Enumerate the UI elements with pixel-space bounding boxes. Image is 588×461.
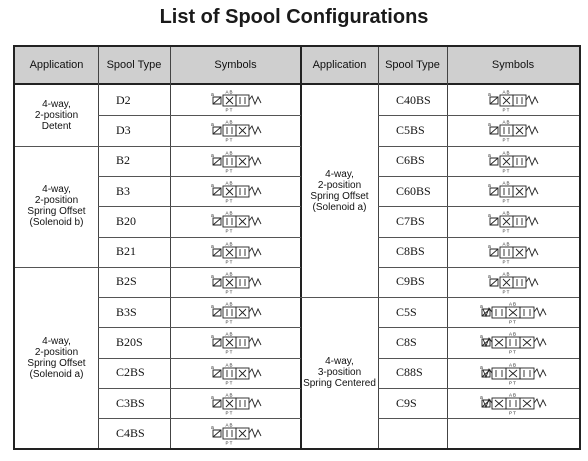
svg-text:a: a xyxy=(480,334,483,341)
svg-text:A B: A B xyxy=(225,150,233,156)
spool-type-cell: B3 xyxy=(116,183,131,198)
svg-text:A B: A B xyxy=(509,392,517,398)
svg-text:P T: P T xyxy=(509,319,516,325)
svg-text:P T: P T xyxy=(225,228,232,234)
spool-type-cell: C40BS xyxy=(396,92,431,107)
spool-type-cell: B3S xyxy=(116,304,137,319)
right-application-cell: 4-way, 3-position Spring Centered xyxy=(303,356,376,390)
svg-text:P T: P T xyxy=(509,410,516,416)
spool-symbol-icon xyxy=(193,208,279,234)
spool-type-cell: C88S xyxy=(396,365,423,380)
spool-type-cell: C9S xyxy=(396,395,417,410)
left-application-cell: 4-way, 2-position Detent xyxy=(34,98,79,132)
svg-text:A B: A B xyxy=(225,392,233,398)
svg-text:P T: P T xyxy=(225,168,232,174)
spool-symbol-icon xyxy=(193,269,279,295)
svg-text:A B: A B xyxy=(225,180,233,186)
spool-symbol-icon xyxy=(193,178,279,204)
svg-text:A B: A B xyxy=(502,271,510,277)
spool-symbol-icon xyxy=(193,148,279,174)
header-spool-type-right: Spool Type xyxy=(378,47,447,85)
right-application-cell: 4-way, 2-position Spring Offset (Solenoid a) xyxy=(310,169,369,214)
svg-text:a: a xyxy=(210,243,214,250)
spool-type-cell: C4BS xyxy=(116,425,145,440)
spool-type-cell: C8BS xyxy=(396,244,425,259)
spool-symbol-icon xyxy=(470,269,556,295)
svg-text:a: a xyxy=(210,182,214,189)
spool-symbol-icon xyxy=(193,360,279,386)
svg-text:A B: A B xyxy=(502,180,510,186)
svg-text:A B: A B xyxy=(225,119,233,125)
svg-text:a: a xyxy=(210,92,214,98)
svg-text:P T: P T xyxy=(225,410,232,416)
svg-text:A B: A B xyxy=(509,331,517,337)
svg-text:P T: P T xyxy=(225,349,232,355)
spool-type-cell: C2BS xyxy=(116,365,145,380)
row-divider xyxy=(378,418,579,419)
header-application-left: Application xyxy=(15,47,98,85)
svg-text:P T: P T xyxy=(502,198,510,204)
spool-symbol-icon xyxy=(193,390,279,416)
svg-text:A B: A B xyxy=(225,331,233,337)
svg-text:A B: A B xyxy=(509,301,517,307)
spool-type-cell: B2S xyxy=(116,274,137,289)
svg-text:P T: P T xyxy=(225,198,232,204)
spool-symbol-icon xyxy=(193,329,279,355)
spool-type-cell: C5S xyxy=(396,304,417,319)
svg-text:A B: A B xyxy=(225,301,233,307)
svg-text:A B: A B xyxy=(502,89,510,95)
svg-text:A B: A B xyxy=(225,362,233,368)
spool-symbol-icon xyxy=(470,329,556,355)
svg-text:a: a xyxy=(210,334,214,341)
svg-text:A B: A B xyxy=(225,422,233,428)
spool-symbol-icon xyxy=(470,239,556,265)
spool-type-cell: C6BS xyxy=(396,153,425,168)
svg-text:P T: P T xyxy=(225,289,232,295)
svg-text:a: a xyxy=(210,122,214,129)
svg-text:A B: A B xyxy=(509,362,517,368)
spool-type-cell: C7BS xyxy=(396,213,425,228)
svg-text:A B: A B xyxy=(225,271,233,277)
header-application-right: Application xyxy=(301,47,378,85)
svg-text:A B: A B xyxy=(502,241,510,246)
svg-text:A B: A B xyxy=(502,210,510,216)
spool-type-cell: C3BS xyxy=(116,395,145,410)
svg-text:a: a xyxy=(488,152,491,159)
svg-text:P T: P T xyxy=(225,137,232,143)
left-application-cell: 4-way, 2-position Spring Offset (Solenoid a) xyxy=(27,335,86,380)
spool-type-cell: C60BS xyxy=(396,183,431,198)
svg-text:P T: P T xyxy=(225,380,232,386)
group-divider xyxy=(301,297,579,298)
svg-text:a: a xyxy=(480,395,483,401)
spool-symbol-icon xyxy=(193,420,279,446)
spool-symbol-icon xyxy=(470,299,556,325)
svg-text:P T: P T xyxy=(502,228,510,234)
left-application-cell: 4-way, 2-position Spring Offset (Solenoid b) xyxy=(27,184,86,229)
spool-symbol-icon xyxy=(470,390,556,416)
svg-text:A B: A B xyxy=(502,119,510,125)
spool-type-cell: C5BS xyxy=(396,122,425,137)
group-divider xyxy=(15,146,301,147)
spool-type-cell: B21 xyxy=(116,244,137,259)
spool-type-cell: B20 xyxy=(116,213,137,228)
svg-text:a: a xyxy=(210,152,214,159)
svg-text:a: a xyxy=(488,182,491,189)
svg-text:a: a xyxy=(210,304,214,311)
header-spool-type-left: Spool Type xyxy=(98,47,170,85)
spool-type-cell: D2 xyxy=(116,92,131,107)
svg-text:a: a xyxy=(210,213,214,220)
svg-text:P T: P T xyxy=(502,259,510,264)
svg-text:P T: P T xyxy=(509,349,516,355)
svg-text:a: a xyxy=(488,243,491,250)
svg-text:A B: A B xyxy=(225,89,233,95)
svg-text:a: a xyxy=(488,122,491,129)
svg-text:a: a xyxy=(480,304,483,311)
svg-text:a: a xyxy=(488,213,491,220)
svg-text:a: a xyxy=(480,364,483,371)
spool-symbol-icon xyxy=(470,178,556,204)
page-title: List of Spool Configurations xyxy=(159,6,429,28)
svg-text:a: a xyxy=(488,273,491,280)
svg-text:a: a xyxy=(210,395,214,401)
spool-type-cell: C8S xyxy=(396,335,417,350)
svg-text:P T: P T xyxy=(502,168,510,174)
spool-symbol-icon xyxy=(193,239,279,265)
spool-type-cell: D3 xyxy=(116,122,131,137)
svg-text:P T: P T xyxy=(502,107,510,113)
svg-text:P T: P T xyxy=(225,319,232,325)
spool-symbol-icon xyxy=(470,117,556,143)
spool-symbol-icon xyxy=(470,208,556,234)
spool-symbol-icon xyxy=(470,87,556,113)
svg-text:a: a xyxy=(210,273,214,280)
svg-text:P T: P T xyxy=(502,289,510,295)
svg-text:P T: P T xyxy=(225,259,232,264)
svg-text:A B: A B xyxy=(225,241,233,246)
svg-text:P T: P T xyxy=(225,440,232,446)
svg-text:A B: A B xyxy=(225,210,233,216)
spool-symbol-icon xyxy=(193,117,279,143)
svg-text:P T: P T xyxy=(509,380,516,386)
spool-configuration-table xyxy=(13,45,581,450)
spool-type-cell: B2 xyxy=(116,153,131,168)
svg-text:P T: P T xyxy=(225,107,232,113)
group-divider xyxy=(15,267,301,268)
svg-text:P T: P T xyxy=(502,137,510,143)
spool-type-cell: B20S xyxy=(116,335,143,350)
spool-type-cell: C9BS xyxy=(396,274,425,289)
svg-text:A B: A B xyxy=(502,150,510,156)
spool-symbol-icon xyxy=(193,299,279,325)
header-symbols-left: Symbols xyxy=(170,47,301,85)
svg-text:a: a xyxy=(488,92,491,98)
header-symbols-right: Symbols xyxy=(447,47,579,85)
svg-text:a: a xyxy=(210,425,214,432)
spool-symbol-icon xyxy=(470,148,556,174)
spool-symbol-icon xyxy=(193,87,279,113)
svg-text:a: a xyxy=(210,364,214,371)
spool-symbol-icon xyxy=(470,360,556,386)
